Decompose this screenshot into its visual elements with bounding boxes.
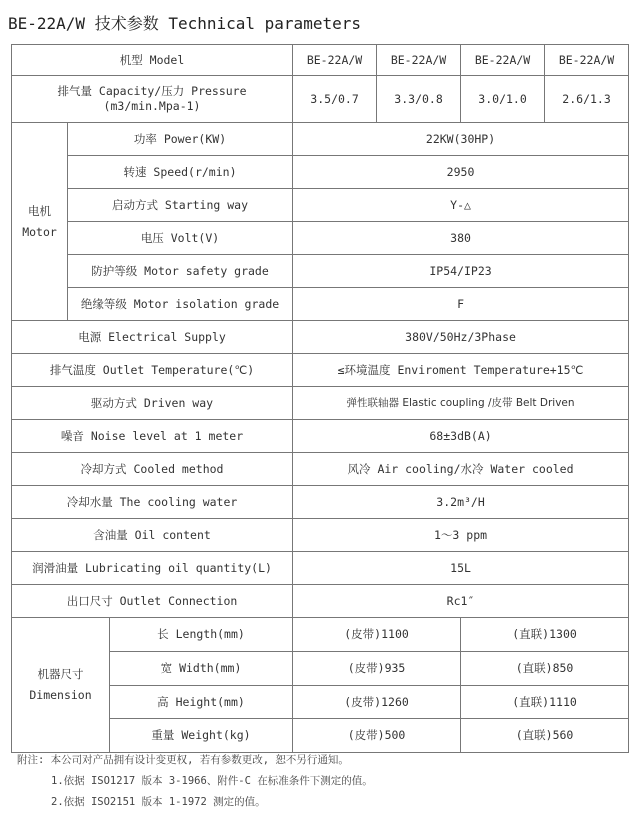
page-title: BE-22A/W 技术参数 Technical parameters	[8, 14, 361, 33]
dimension-group-label	[12, 618, 110, 753]
motor-row	[12, 123, 629, 156]
motor-row	[12, 288, 629, 321]
motor-label-cn: 电机	[28, 203, 51, 218]
capacity-row	[12, 76, 629, 123]
spec-row-label: 噪音 Noise level at 1 meter	[12, 420, 293, 453]
dimension-row-label: 宽 Width(mm)	[110, 652, 293, 686]
model-label: 机型 Model	[12, 45, 293, 76]
model-cell: BE-22A/W	[545, 45, 629, 76]
spec-table	[11, 44, 629, 753]
motor-row-value: 380	[293, 222, 629, 255]
spec-row-value: 3.2m³/H	[293, 486, 629, 519]
dimension-label-cn: 机器尺寸	[37, 667, 84, 681]
spec-row-label: 排气温度 Outlet Temperature(℃)	[12, 354, 293, 387]
capacity-label-line1: 排气量 Capacity/压力 Pressure	[57, 84, 247, 98]
dimension-row-label: 长 Length(mm)	[110, 618, 293, 652]
footnote: 2.依据 ISO2151 版本 1-1972 测定的值。	[51, 796, 266, 808]
spec-row-label: 冷却水量 The cooling water	[12, 486, 293, 519]
motor-row-label: 功率 Power(KW)	[68, 123, 293, 156]
dimension-row	[12, 618, 629, 652]
spec-row-value: 68±3dB(A)	[293, 420, 629, 453]
model-cell: BE-22A/W	[293, 45, 377, 76]
motor-row	[12, 255, 629, 288]
motor-row-value: F	[293, 288, 629, 321]
spec-row-label: 出口尺寸 Outlet Connection	[12, 585, 293, 618]
motor-row-value: 22KW(30HP)	[293, 123, 629, 156]
dimension-belt-value: (皮带)1100	[293, 618, 461, 652]
spec-row	[12, 420, 629, 453]
spec-row-value: 弹性联轴器 Elastic coupling /皮带 Belt Driven	[293, 387, 629, 420]
motor-row	[12, 189, 629, 222]
header-row	[12, 45, 629, 76]
spec-row-label: 润滑油量 Lubricating oil quantity(L)	[12, 552, 293, 585]
spec-row-label: 含油量 Oil content	[12, 519, 293, 552]
motor-row	[12, 222, 629, 255]
dimension-belt-value: (皮带)1260	[293, 686, 461, 719]
dimension-direct-value: (直联)560	[461, 719, 629, 753]
spec-row-label: 驱动方式 Driven way	[12, 387, 293, 420]
dimension-row-label: 高 Height(mm)	[110, 686, 293, 719]
capacity-value: 3.5/0.7	[293, 76, 377, 123]
footnote: 1.依据 ISO1217 版本 3-1966、附件-C 在标准条件下测定的值。	[51, 775, 373, 787]
motor-row-value: 2950	[293, 156, 629, 189]
motor-row-value: IP54/IP23	[293, 255, 629, 288]
spec-row-value: 风冷 Air cooling/水冷 Water cooled	[293, 453, 629, 486]
spec-row	[12, 552, 629, 585]
motor-group-label	[12, 123, 68, 321]
dimension-row-label: 重量 Weight(kg)	[110, 719, 293, 753]
dimension-direct-value: (直联)850	[461, 652, 629, 686]
model-cell: BE-22A/W	[461, 45, 545, 76]
dimension-direct-value: (直联)1300	[461, 618, 629, 652]
spec-row	[12, 321, 629, 354]
spec-row-value: ≤环境温度 Enviroment Temperature+15℃	[293, 354, 629, 387]
spec-row	[12, 354, 629, 387]
spec-row	[12, 387, 629, 420]
footnote: 附注: 本公司对产品拥有设计变更权, 若有参数更改, 恕不另行通知。	[17, 754, 349, 766]
spec-row-value: Rc1″	[293, 585, 629, 618]
spec-row	[12, 585, 629, 618]
motor-row-label: 绝缘等级 Motor isolation grade	[68, 288, 293, 321]
model-cell: BE-22A/W	[377, 45, 461, 76]
spec-row-value: 1～3 ppm	[293, 519, 629, 552]
capacity-value: 2.6/1.3	[545, 76, 629, 123]
dimension-belt-value: (皮带)935	[293, 652, 461, 686]
motor-row	[12, 156, 629, 189]
motor-label-en: Motor	[22, 224, 57, 239]
spec-row-label: 电源 Electrical Supply	[12, 321, 293, 354]
motor-row-label: 防护等级 Motor safety grade	[68, 255, 293, 288]
motor-row-label: 电压 Volt(V)	[68, 222, 293, 255]
spec-row-label: 冷却方式 Cooled method	[12, 453, 293, 486]
dimension-label-en: Dimension	[29, 688, 92, 702]
motor-row-label: 启动方式 Starting way	[68, 189, 293, 222]
capacity-label	[12, 76, 293, 123]
spec-row	[12, 519, 629, 552]
spec-row	[12, 453, 629, 486]
motor-row-value: Y-△	[293, 189, 629, 222]
capacity-label-line2: (m3/min.Mpa-1)	[103, 99, 201, 113]
footnotes	[17, 753, 373, 816]
dimension-direct-value: (直联)1110	[461, 686, 629, 719]
capacity-value: 3.0/1.0	[461, 76, 545, 123]
spec-row-value: 380V/50Hz/3Phase	[293, 321, 629, 354]
spec-row	[12, 486, 629, 519]
spec-row-value: 15L	[293, 552, 629, 585]
capacity-value: 3.3/0.8	[377, 76, 461, 123]
dimension-belt-value: (皮带)500	[293, 719, 461, 753]
motor-row-label: 转速 Speed(r/min)	[68, 156, 293, 189]
